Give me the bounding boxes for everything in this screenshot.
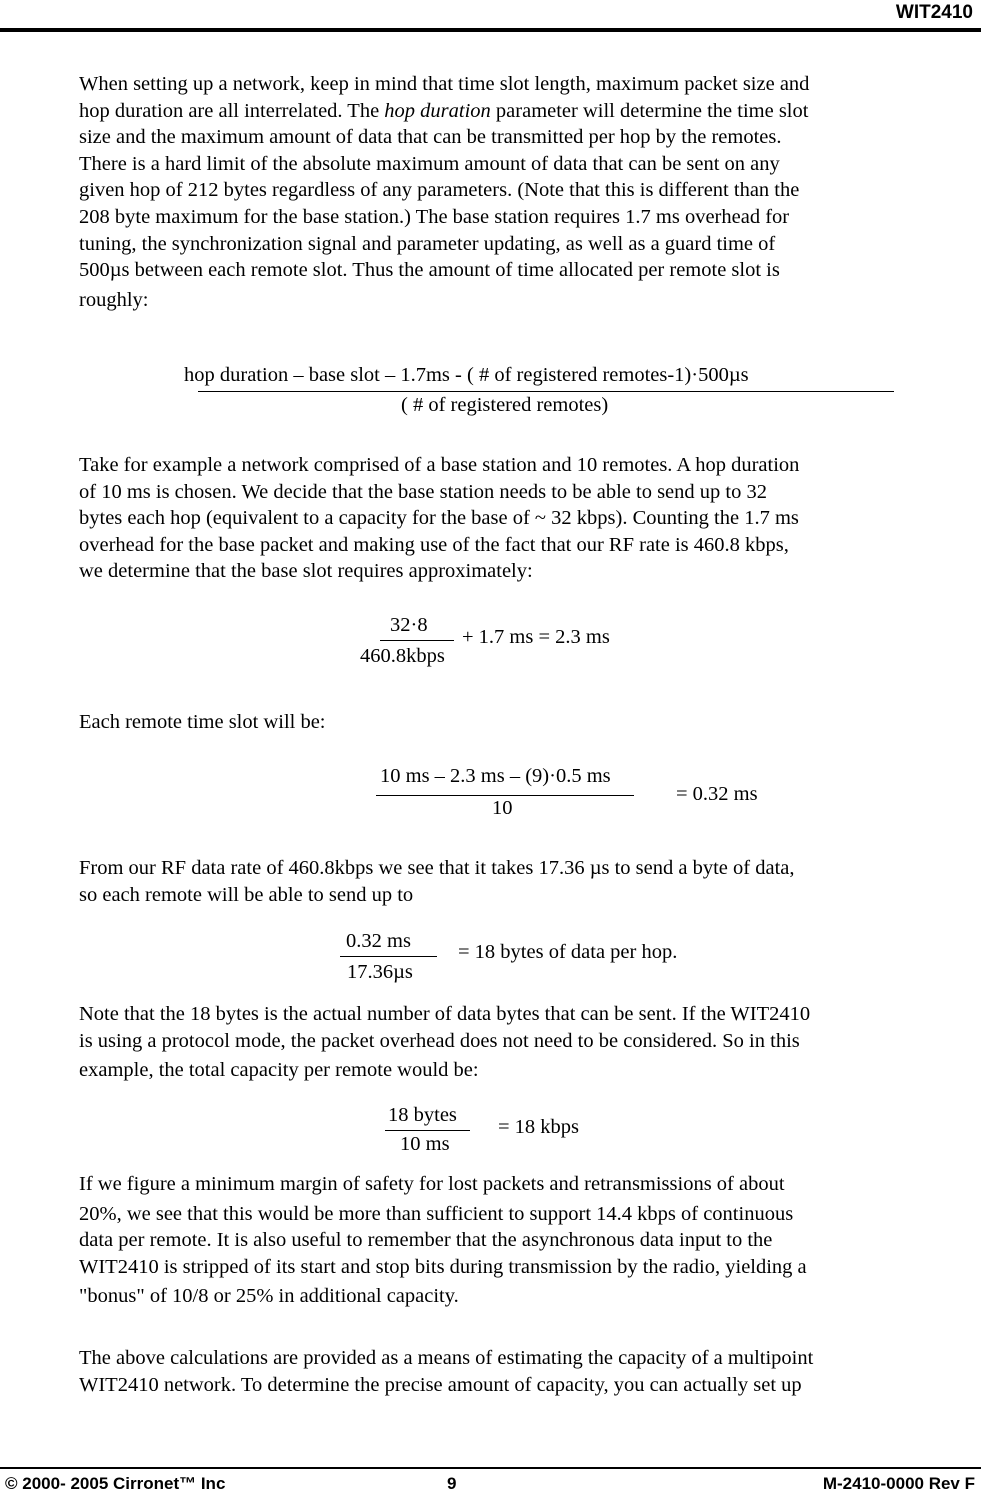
text-line: There is a hard limit of the absolute maximum amount of data that can be sent on any [79,152,780,175]
formula-4-denominator: 17.36µs [347,961,413,983]
text-line: we determine that the base slot requires approximately: [79,560,533,583]
text-line: "bonus" of 10/8 or 25% in additional capacity. [79,1285,459,1308]
text-line: Note that the 18 bytes is the actual number of data bytes that can be sent. If the WIT2410 [79,1003,811,1025]
text-line: 208 byte maximum for the base station.) The base station requires 1.7 ms overhead for [79,205,790,228]
footer-page-number: 9 [447,1474,457,1493]
text-line: tuning, the synchronization signal and parameter updating, as well as a guard time of [79,232,776,255]
footer-doc-number: M-2410-0000 Rev F [822,1474,975,1493]
text-line: given hop of 212 bytes regardless of any parameters. (Note that this is different than the [79,179,800,202]
footer-copyright: © 2000- 2005 Cirronet™ Inc [5,1474,226,1493]
text-line: 20%, we see that this would be more than sufficient to support 14.4 kbps of continuous [79,1202,794,1225]
fraction-bar [385,1130,470,1131]
text-line: roughly: [79,288,149,311]
text-line: so each remote will be able to send up to [79,883,414,906]
formula-2-result: + 1.7 ms = 2.3 ms [462,626,610,648]
formula-1-denominator: ( # of registered remotes) [401,394,609,416]
text-line: size and the maximum amount of data that can be transmitted per hop by the remotes. [79,126,782,149]
formula-5-denominator: 10 ms [400,1133,450,1155]
text-line [79,98,979,125]
text-line: WIT2410 network. To determine the precise amount of capacity, you can actually set up [79,1373,802,1396]
text-line: bytes each hop (equivalent to a capacity for the base of ~ 32 kbps). Counting the 1.7 ms [79,507,799,530]
text-line: When setting up a network, keep in mind that time slot length, maximum packet size and [79,73,810,95]
paragraph-data-rate [79,855,979,908]
formula-3-numerator: 10 ms – 2.3 ms – (9)·0.5 ms [380,765,611,787]
formula-5-numerator: 18 bytes [388,1104,457,1126]
text-line: 500µs between each remote slot. Thus the amount of time allocated per remote slot is [79,259,780,282]
italic-term: hop duration [384,99,491,122]
text-line: overhead for the base packet and making use of the fact that our RF rate is 460.8 kbps, [79,533,789,556]
text-line: The above calculations are provided as a means of estimating the capacity of a multipoint [79,1347,814,1369]
formula-2-numerator: 32·8 [390,614,428,636]
fraction-bar [376,795,634,796]
formula-3-denominator: 10 [492,797,513,819]
formula-4-numerator: 0.32 ms [346,930,411,952]
header-rule [0,28,981,32]
formula-5-result: = 18 kbps [498,1116,580,1138]
text-span: hop duration are all interrelated. The [79,99,385,122]
fraction-bar [380,640,454,641]
text-line: of 10 ms is chosen. We decide that the base station needs to be able to send up to 32 [79,480,767,503]
text-line: WIT2410 is stripped of its start and stop bits during transmission by the radio, yielding a [79,1255,807,1278]
text-line: example, the total capacity per remote would be: [79,1059,479,1082]
formula-4-result: = 18 bytes of data per hop. [458,941,678,963]
formula-2-denominator: 460.8kbps [360,645,445,667]
paragraph-intro [79,71,979,313]
text-span: parameter will determine the time slot [490,99,809,122]
text-line: Take for example a network comprised of a base station and 10 remotes. A hop duration [79,454,800,476]
paragraph-conclusion [79,1345,979,1398]
formula-1-numerator: hop duration – base slot – 1.7ms - ( # of registered remotes-1)·500µs [184,364,749,386]
text-line: Each remote time slot will be: [79,711,326,733]
paragraph-example [79,452,979,585]
text-line: From our RF data rate of 460.8kbps we see that it takes 17.36 µs to send a byte of data, [79,857,795,879]
paragraph-remote-slot [79,709,979,736]
paragraph-note [79,1001,979,1084]
text-line: If we figure a minimum margin of safety for lost packets and retransmissions of about [79,1173,785,1195]
text-line: is using a protocol mode, the packet overhead does not need to be considered. So in this [79,1029,800,1052]
text-line: data per remote. It is also useful to remember that the asynchronous data input to the [79,1229,773,1252]
paragraph-margin [79,1171,979,1310]
footer-rule [0,1467,981,1469]
fraction-bar [198,391,894,392]
formula-3-result: = 0.32 ms [676,783,758,805]
fraction-bar [340,956,437,957]
header-title: WIT2410 [895,2,973,23]
